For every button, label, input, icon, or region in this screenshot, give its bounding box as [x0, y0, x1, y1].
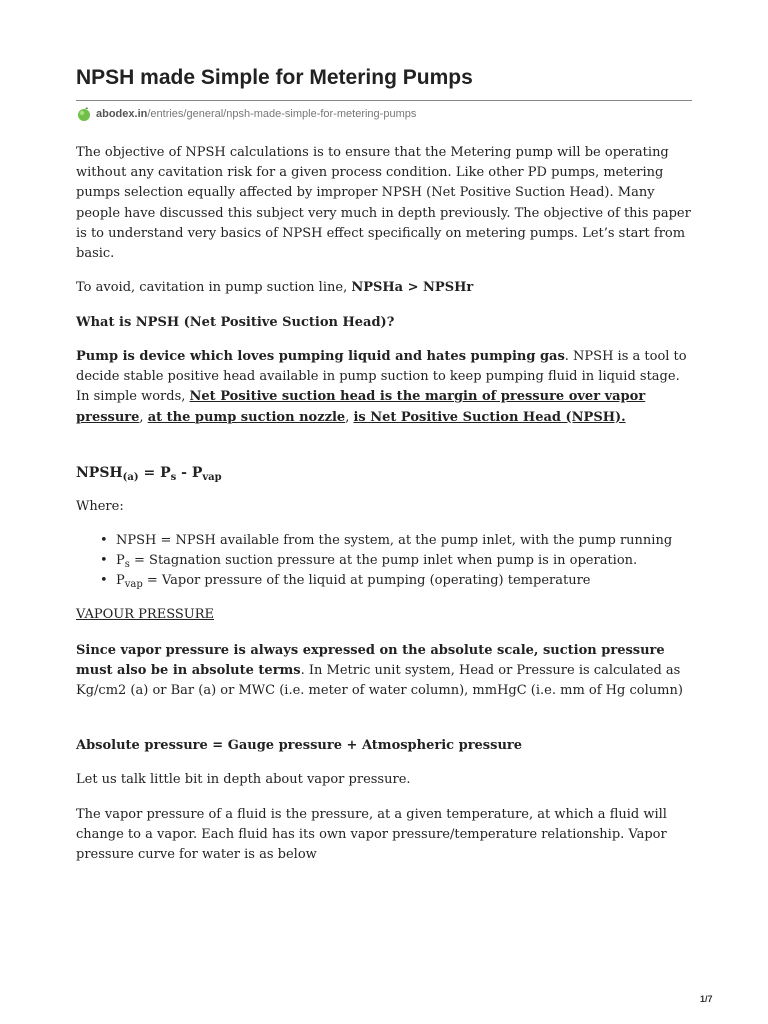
absolute-scale-text: . In Metric unit system, Head or Pressure is calculated as Kg/cm2 (a) or Bar (a) or MWC (i.e. meter of water column), mmHgC (i.e. mm of Hg column) [76, 663, 683, 699]
cavitation-text: To avoid, cavitation in pump suction line, [76, 280, 352, 295]
npsh-formula [76, 463, 692, 483]
source-link[interactable] [76, 105, 416, 123]
page-indicator: 1/7 [700, 994, 713, 1004]
vapour-pressure-heading: VAPOUR PRESSURE [76, 607, 215, 622]
bullet-ps-symbol: P [116, 553, 125, 568]
definition-part-3: is Net Positive Suction Head (NPSH). [353, 409, 626, 425]
definition-sep-2: , [345, 409, 354, 425]
formula-lhs-sub: (a) [122, 472, 139, 483]
absolute-scale-statement: Since vapor pressure is always expressed on the absolute scale, suction pressure must also be in absolute terms [76, 643, 665, 679]
bullet-pvap-symbol: P [116, 573, 125, 588]
what-is-npsh-heading: What is NPSH (Net Positive Suction Head)? [76, 315, 395, 330]
article-title: NPSH made Simple for Metering Pumps [76, 66, 473, 89]
formula-ps-sub: s [170, 472, 177, 483]
vapor-intro-paragraph: Let us talk little bit in depth about vapor pressure. [76, 772, 411, 787]
vapor-definition-paragraph: The vapor pressure of a fluid is the pressure, at a given temperature, at which a fluid will change to a vapor. Each fluid has its own vapor pressure/temperature relationship. Vapor pressure curve for water is as below [76, 807, 667, 863]
globe-icon [76, 106, 92, 122]
list-item [76, 551, 692, 571]
bullet-ps-text: = Stagnation suction pressure at the pump inlet when pump is in operation. [129, 553, 638, 568]
pump-statement: Pump is device which loves pumping liquid and hates pumping gas [76, 349, 565, 364]
cavitation-rule: NPSHa > NPSHr [351, 280, 474, 295]
formula-lhs: NPSH [76, 465, 123, 481]
cavitation-condition [76, 278, 692, 298]
bullet-npsh: NPSH = NPSH available from the system, at the pump inlet, with the pump running [116, 533, 673, 548]
pump-text: . NPSH is a tool to decide stable positive head available in pump suction to keep pumping fluid in liquid stage. In simple words, [76, 349, 687, 405]
definition-part-1: Net Positive suction head is the margin of pressure over vapor pressure [76, 389, 646, 425]
bullet-pvap-text: = Vapor pressure of the liquid at pumping (operating) temperature [142, 573, 591, 588]
variable-list [76, 531, 692, 591]
formula-pvap-sub: vap [202, 472, 222, 483]
where-label: Where: [76, 499, 124, 514]
intro-paragraph: The objective of NPSH calculations is to ensure that the Metering pump will be operating without any cavitation risk for a given process condition. Like other PD pumps, metering pumps selection equally affected by improper NPSH (Net Positive Suction Head). Many people have discussed this subject very much in depth previously. The objective of this paper is to understand very basics of NPSH effect specifically on metering pumps. Let’s start from basic. [76, 145, 691, 262]
bullet-ps-sub: s [124, 559, 130, 570]
title-divider [76, 100, 692, 101]
definition-sep-1: , [139, 409, 148, 425]
absolute-pressure-formula: Absolute pressure = Gauge pressure + Atmospheric pressure [76, 738, 523, 753]
source-domain[interactable]: abodex.in [96, 108, 148, 120]
absolute-scale-paragraph [76, 641, 692, 702]
bullet-pvap-sub: vap [124, 579, 143, 590]
list-item [76, 571, 692, 591]
definition-part-2: at the pump suction nozzle [147, 409, 346, 425]
npsh-definition-paragraph [76, 347, 692, 428]
formula-minus: - P [176, 465, 203, 481]
formula-eq: = P [138, 465, 171, 481]
list-item [76, 531, 692, 551]
source-path[interactable]: /entries/general/npsh-made-simple-for-metering-pumps [147, 108, 417, 120]
